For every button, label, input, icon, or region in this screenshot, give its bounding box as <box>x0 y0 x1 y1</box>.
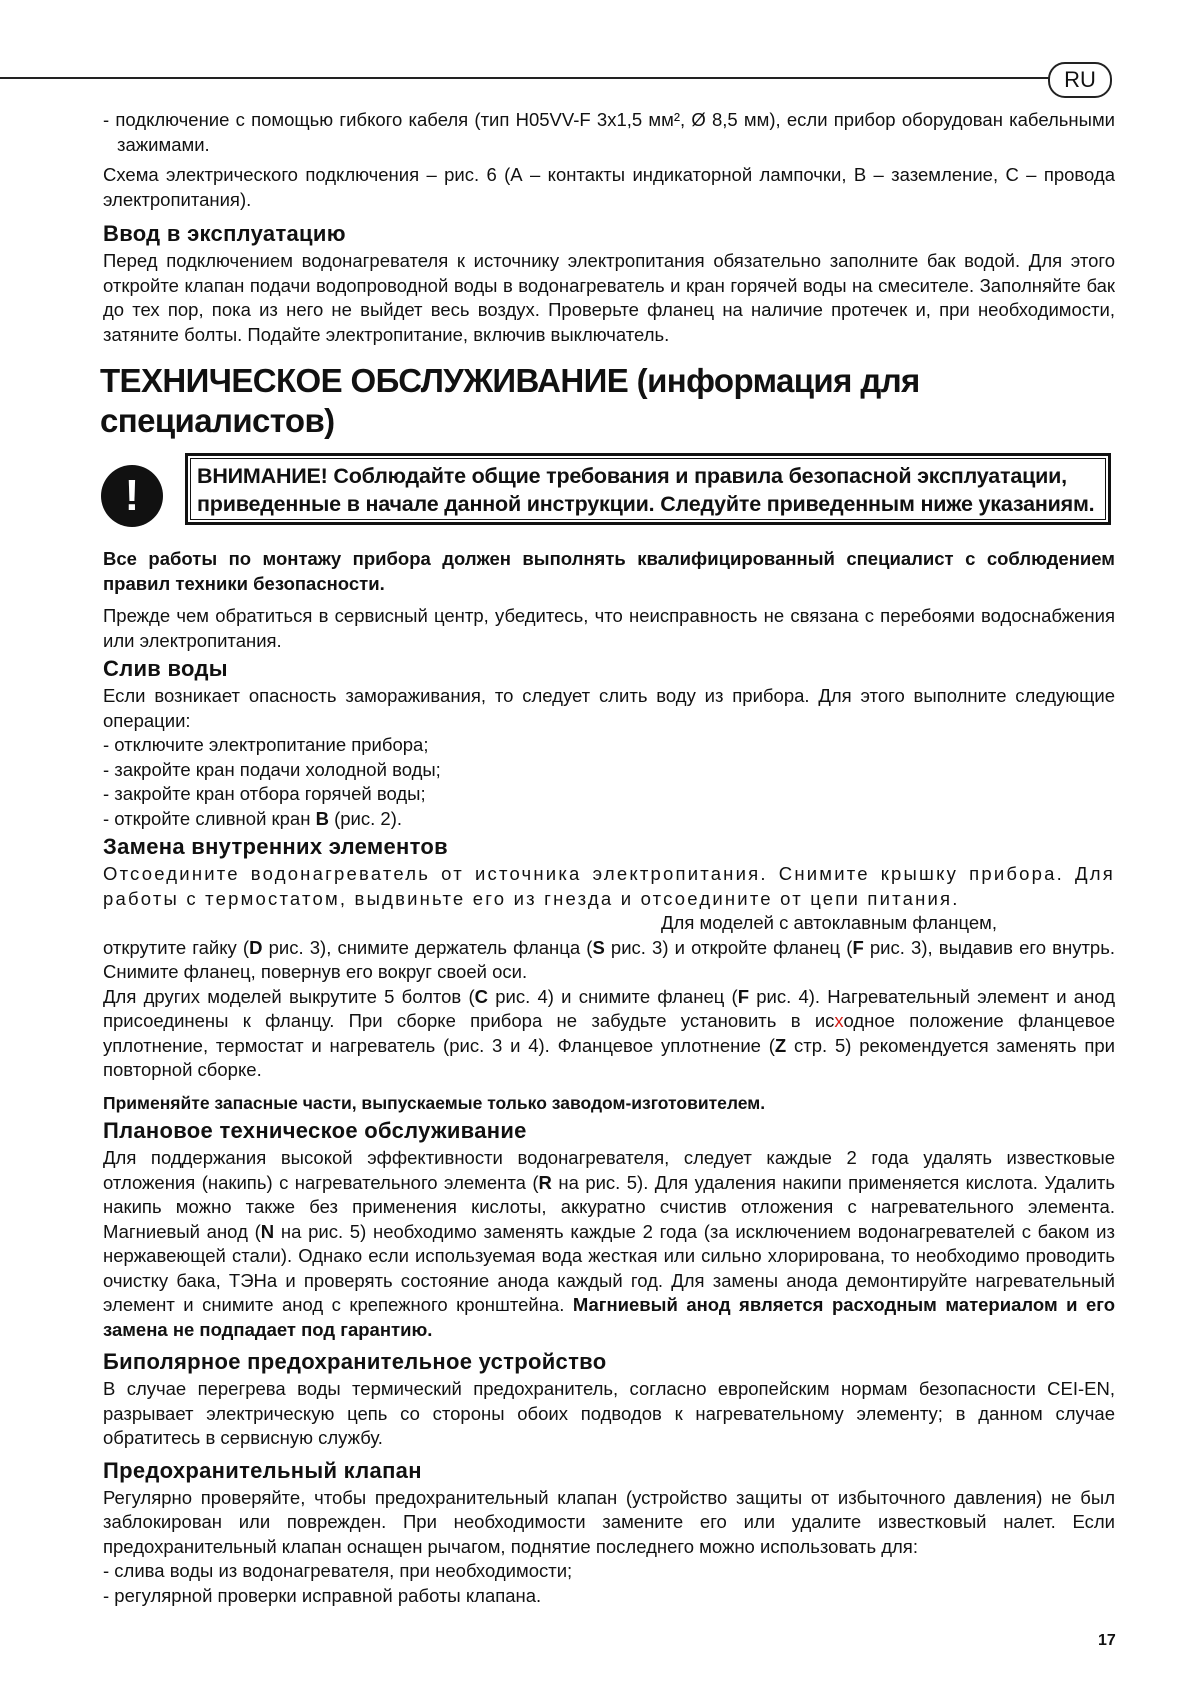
connection-scheme: Схема электрического подключения – рис. 6 (А – контакты индикаторной лампочки, В – заземление, С – провода электропитания). <box>103 164 1115 210</box>
maintenance-heading: ТЕХНИЧЕСКОЕ ОБСЛУЖИВАНИЕ (информация для специалистов) <box>100 362 920 439</box>
spare-parts-notice: Применяйте запасные части, выпускаемые только заводом-изготовителем. <box>103 1092 766 1113</box>
page-number: 17 <box>1098 1632 1116 1649</box>
header-rule <box>0 77 1050 79</box>
warning-box <box>185 453 1111 525</box>
language-badge: RU <box>1048 62 1112 98</box>
drain-step: - откройте сливной кран B (рис. 2). <box>103 807 402 829</box>
autoclave-note: Для моделей с автоклавным фланцем, <box>661 912 997 933</box>
connection-bullet: - подключение с помощью гибкого кабеля (тип H05VV-F 3x1,5 мм², Ø 8,5 мм), если прибор оборудован кабельными зажимами. <box>103 109 1115 155</box>
planned-heading: Плановое техническое обслуживание <box>103 1118 527 1143</box>
valve-item: - регулярной проверки исправной работы клапана. <box>103 1584 542 1606</box>
drain-heading: Слив воды <box>103 656 228 681</box>
drain-step: - закройте кран подачи холодной воды; <box>103 758 441 780</box>
bipolar-heading: Биполярное предохранительное устройство <box>103 1349 607 1374</box>
other-models-instructions: Для других моделей выкрутите 5 болтов (C рис. 4) и снимите фланец (F рис. 4). Нагревательный элемент и анод присоединены к фланцу. При сборке прибора не забудьте установить в исходное положение фланцевое уплотнение, термостат и нагреватель (рис. 3 и 4). Фланцевое уплотнение (Z стр. 5) рекомендуется заменять при повторной сборке. <box>103 985 1115 1080</box>
replace-heading: Замена внутренних элементов <box>103 834 448 859</box>
bipolar-text: В случае перегрева воды термический предохранитель, согласно европейским нормам безопасности CEI-EN, разрывает электрическую цепь со стороны обоих подводов к нагревательному элементу; в данном случае обратитесь в сервисную службу. <box>103 1378 1115 1448</box>
valve-heading: Предохранительный клапан <box>103 1457 422 1483</box>
flange-instructions: открутите гайку (D рис. 3), снимите держатель фланца (S рис. 3) и откройте фланец (F рис. 3), выдавив его внутрь. Снимите фланец, повернув его вокруг своей оси. <box>103 936 1115 982</box>
exclamation-icon: ! <box>101 465 163 527</box>
qualified-notice: Все работы по монтажу прибора должен выполнять квалифицированный специалист с соблюдением правил техники безопасности. <box>103 548 1115 594</box>
drain-intro: Если возникает опасность замораживания, то следует слить воду из прибора. Для этого выполните следующие операции: <box>103 685 1115 731</box>
service-notice: Прежде чем обратиться в сервисный центр, убедитесь, что неисправность не связана с перебоями водоснабжения или электропитания. <box>103 605 1115 651</box>
commissioning-text: Перед подключением водонагревателя к источнику электропитания обязательно заполните бак водой. Для этого откройте клапан подачи водопроводной воды в водонагреватель и кран горячей воды на смесителе. Заполняйте бак до тех пор, пока из него не выйдет весь воздух. Проверьте фланец на наличие протечек и, при необходимости, затяните болты. Подайте электропитание, включив выключатель. <box>103 250 1115 345</box>
planned-text: Для поддержания высокой эффективности водонагревателя, следует каждые 2 года удалять известковые отложения (накипь) с нагревательного элемента (R на рис. 5). Для удаления накипи применяется кислота. Удалить накипь можно также без применения кислоты, аккуратно счистив отложения с нагревательного элемента. Магниевый анод (N на рис. 5) необходимо заменять каждые 2 года (за исключением водонагревателей с баком из нержавеющей стали). Однако если используемая вода жесткая или сильно хлорирована, то необходимо проводить очистку бака, ТЭНа и проверять состояние анода каждый год. Для замены анода демонтируйте нагревательный элемент и снимите анод с крепежного кронштейна. Магниевый анод является расходным материалом и его замена не подпадает под гарантию. <box>103 1147 1115 1340</box>
drain-step: - закройте кран отбора горячей воды; <box>103 783 426 804</box>
warning-text: ВНИМАНИЕ! Соблюдайте общие требования и правила безопасной эксплуатации, приведенные в начале данной инструкции. Следуйте приведенным ниже указаниям. <box>190 458 1106 520</box>
valve-item: - слива воды из водонагревателя, при необходимости; <box>103 1560 573 1581</box>
commissioning-heading: Ввод в эксплуатацию <box>103 221 346 246</box>
page-content <box>100 108 1115 1608</box>
replace-spaced-text: Отсоедините водонагреватель от источника электропитания. Снимите крышку прибора. Для работы с термостатом, выдвиньте его из гнезда и отсоедините от цепи питания. <box>103 863 1115 909</box>
valve-text: Регулярно проверяйте, чтобы предохранительный клапан (устройство защиты от избыточного давления) не был заблокирован или поврежден. При необходимости замените его или удалите известковый налет. Если предохранительный клапан оснащен рычагом, поднятие последнего можно использовать для: <box>103 1486 1115 1557</box>
warning-block <box>103 453 1115 531</box>
drain-step: - отключите электропитание прибора; <box>103 734 429 755</box>
